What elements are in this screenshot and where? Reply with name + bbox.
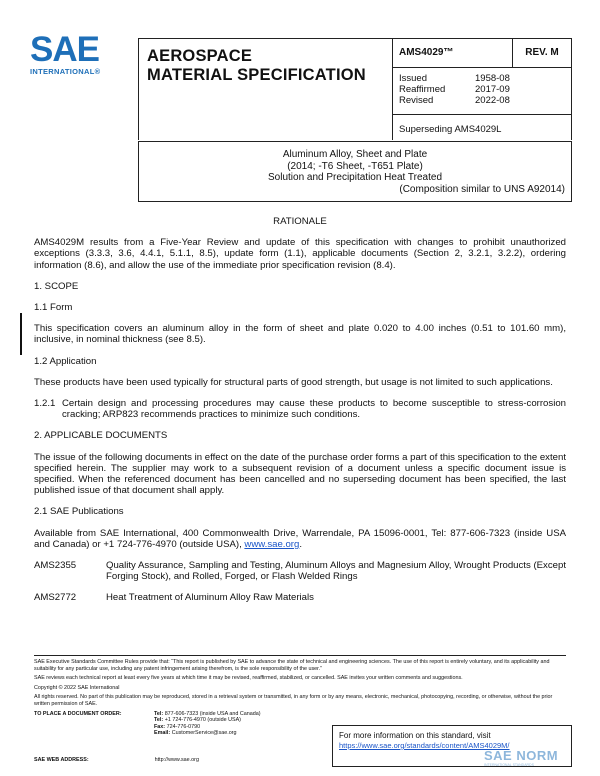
desc-line-2: (2014; -T6 Sheet, -T651 Plate) xyxy=(287,160,423,172)
reference-title: Heat Treatment of Aluminum Alloy Raw Materials xyxy=(106,592,314,604)
watermark-subtext: INTERNATIONAL STANDARDS xyxy=(484,763,534,767)
logo-subtitle: INTERNATIONAL® xyxy=(30,67,101,76)
web-value[interactable]: http://www.sae.org xyxy=(154,757,199,763)
standard-link[interactable]: https://www.sae.org/standards/content/AMS4029M/ xyxy=(339,741,510,750)
watermark xyxy=(484,748,594,772)
info-text: For more information on this standard, visit xyxy=(339,731,491,740)
section-form-text: This specification covers an aluminum alloy in the form of sheet and plate 0.020 to 4.00 inches (0.51 to 101.60 mm), inclusive, in nominal thickness (see 8.5). xyxy=(34,323,566,346)
revised-label: Revised xyxy=(399,95,434,106)
reference-row xyxy=(34,592,566,603)
title-line-2: MATERIAL SPECIFICATION xyxy=(147,66,366,84)
material-description xyxy=(138,141,572,202)
rationale-heading: RATIONALE xyxy=(273,216,327,227)
sae-logo xyxy=(30,32,120,88)
footer-review-text: SAE reviews each technical report at least every five years at which time it may be revised, reaffirmed, stabilized, or cancelled. SAE invites your written comments and suggestions. xyxy=(34,675,463,682)
fax-label: Fax: xyxy=(154,723,166,730)
rationale-text: AMS4029M results from a Five-Year Review and update of this specification with changes to prohibit unauthorized exceptions (3.3.3, 3.6, 4.4.1, 5.1.1, 8.5), update form (1.1), applicable documents (Section 2, 3.2.1, 3.2.2), ordering information (8.6), and allow the use of the immediate prior specification revision (8.4). xyxy=(34,237,566,271)
reference-code: AMS2772 xyxy=(34,592,77,604)
desc-line-1: Aluminum Alloy, Sheet and Plate xyxy=(282,149,428,160)
tel2-value: +1 724-776-4970 (outside USA) xyxy=(164,717,241,724)
reference-row xyxy=(34,560,566,582)
revision: REV. M xyxy=(525,47,559,58)
footer-copyright: Copyright © 2022 SAE International xyxy=(34,684,120,691)
footer-rights-text: All rights reserved. No part of this publication may be reproduced, stored in a retrieval system or transmitted, in any form or by any means, electronic, mechanical, photocopying, recording, or otherwise, without the prior written permission of SAE. xyxy=(34,694,553,707)
email-value: CustomerService@sae.org xyxy=(171,730,237,737)
date-block xyxy=(393,68,571,108)
tel-label: Tel: xyxy=(154,710,164,717)
section-sae-publications-heading: 2.1 SAE Publications xyxy=(34,506,124,518)
change-bar xyxy=(20,313,22,355)
header-box xyxy=(138,38,572,140)
watermark-text: SAE NORM xyxy=(484,748,559,763)
reference-code: AMS2355 xyxy=(34,560,77,572)
document-body xyxy=(34,216,566,614)
tel2-label: Tel: xyxy=(154,717,164,724)
order-label: TO PLACE A DOCUMENT ORDER: xyxy=(34,710,122,717)
desc-line-3: Solution and Precipitation Heat Treated xyxy=(268,172,442,183)
issued-label: Issued xyxy=(399,73,427,84)
sae-address-text: Available from SAE International, 400 Commonwealth Drive, Warrendale, PA 15096-0001, Tel: 877-606-7323 (inside USA and Canada) or +1 724-776-4970 (outside USA), xyxy=(34,527,566,550)
section-form-heading: 1.1 Form xyxy=(34,302,73,314)
sae-address-end: . xyxy=(299,538,302,550)
fax-value: 724-776-0790 xyxy=(166,723,201,730)
section-1-2-1-number: 1.2.1 xyxy=(34,398,56,410)
tel-value: 877-606-7323 (inside USA and Canada) xyxy=(164,710,261,717)
desc-line-4: (Composition similar to UNS A92014) xyxy=(399,183,565,195)
section-scope-heading: 1. SCOPE xyxy=(34,280,79,292)
section-applicable-docs-heading: 2. APPLICABLE DOCUMENTS xyxy=(34,430,168,442)
web-address xyxy=(34,757,199,763)
reaffirmed-label: Reaffirmed xyxy=(399,84,446,95)
section-application-text: These products have been used typically for structural parts of good strength, but usage is not limited to such applications. xyxy=(34,376,553,388)
footer-rules-text: SAE Executive Standards Committee Rules provide that: “This report is published by SAE to advance the state of technical and engineering sciences. The use of this report is entirely voluntary, and its applicability and suitability for any particular use, including any patent infringement arising therefrom, is the sole responsibility of the user.” xyxy=(34,659,550,672)
section-sae-publications-text xyxy=(34,528,566,550)
email-label: Email: xyxy=(154,730,171,737)
section-1-2-1 xyxy=(34,398,566,420)
issued-value: 1958-08 xyxy=(475,73,510,84)
reaffirmed-value: 2017-09 xyxy=(475,84,510,95)
reference-title: Quality Assurance, Sampling and Testing, Aluminum Alloys and Magnesium Alloy, Wrought Products (Except Forging Stock), and Rolled, Forged, or Flash Welded Rings xyxy=(106,560,566,583)
title-line-1: AEROSPACE xyxy=(147,47,253,65)
sae-website-link[interactable]: www.sae.org xyxy=(244,538,300,550)
section-application-heading: 1.2 Application xyxy=(34,355,97,367)
revised-value: 2022-08 xyxy=(475,95,510,106)
superseding: Superseding AMS4029L xyxy=(393,114,571,140)
section-1-2-1-text: Certain design and processing procedures may cause these products to become susceptible to stress-corrosion cracking; ARP823 recommends practices to minimize such conditions. xyxy=(62,398,566,421)
logo-mark: SAE xyxy=(30,30,99,69)
web-label: SAE WEB ADDRESS: xyxy=(34,757,89,763)
spec-title xyxy=(139,39,393,140)
section-applicable-docs-text: The issue of the following documents in effect on the date of the purchase order forms a part of this specification to the extent specified herein. The supplier may work to a subsequent revision of a document unless a specific document issue is specified. When the referenced document has been cancelled and no superseding document has been specified, the last published issue of that document shall apply. xyxy=(34,451,566,497)
document-id: AMS4029™ xyxy=(393,39,513,67)
